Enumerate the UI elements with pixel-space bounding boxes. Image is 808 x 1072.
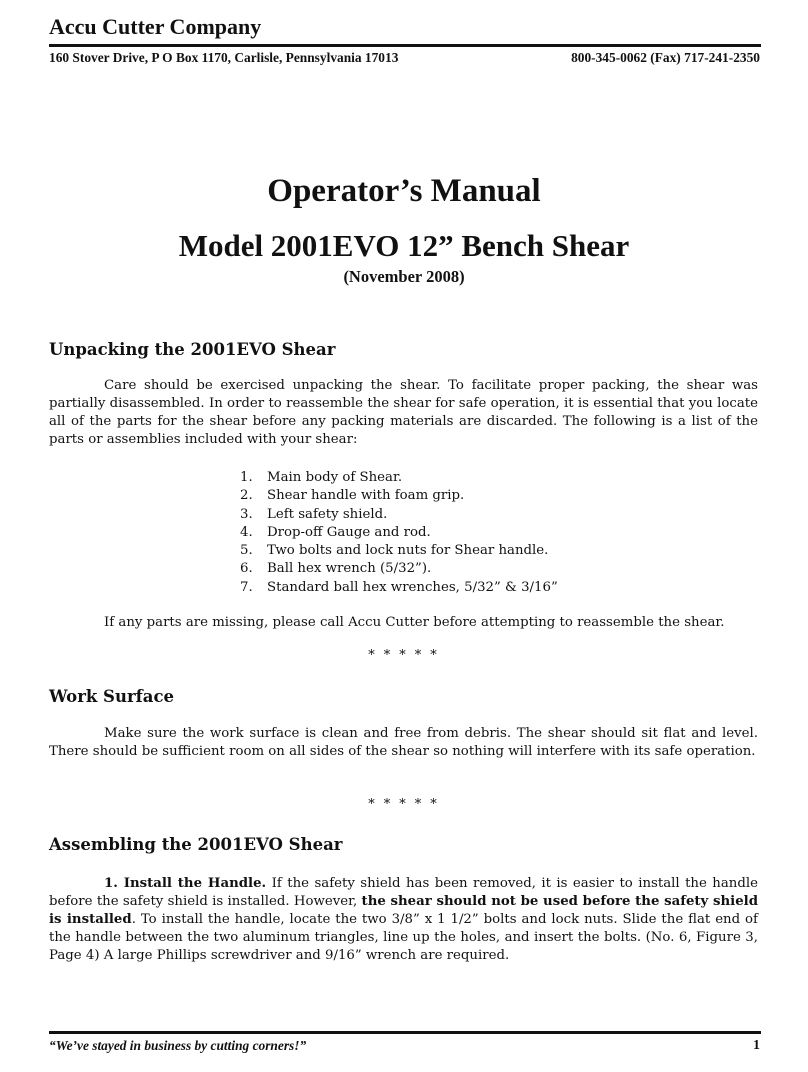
header-rule <box>49 44 761 47</box>
company-name: Accu Cutter Company <box>49 14 262 39</box>
list-item: 4. Drop-off Gauge and rod. <box>240 524 431 540</box>
list-item: 7. Standard ball hex wrenches, 5/32” & 3/16” <box>240 579 558 595</box>
section-heading-unpacking: Unpacking the 2001EVO Shear <box>49 340 336 359</box>
manual-title: Operator’s Manual <box>267 173 541 209</box>
safety-warning: the shear should not be used before the safety shield is installed <box>49 894 759 927</box>
section-heading-assembling: Assembling the 2001EVO Shear <box>49 835 343 854</box>
unpacking-paragraph <box>49 377 758 449</box>
list-item: 2. Shear handle with foam grip. <box>240 488 465 504</box>
list-item: 6. Ball hex wrench (5/32”). <box>240 561 432 577</box>
list-item: 5. Two bolts and lock nuts for Shear handle. <box>240 543 549 559</box>
list-item: 3. Left safety shield. <box>240 506 388 522</box>
parts-list <box>240 469 558 597</box>
model-title: Model 2001EVO 12” Bench Shear <box>178 228 630 263</box>
install-handle-paragraph: 1. Install the Handle. If the safety shield has been removed, it is easier to install the handle before the safety shield is installed. However, the shear should not be used before the safety shield is installed. To install the handle, locate the two 3/8” x 1 1/2” bolts and lock nuts. Slide the flat end of the handle between the two aluminum triangles, line up the holes, and insert the bolts. (No. 6, Figure 3, Page 4) A large Phillips screwdriver and 9/16” wrench are required. <box>49 876 759 963</box>
work-surface-paragraph: Make sure the work surface is clean and free from debris. The shear should sit flat and level. There should be sufficient room on all sides of the shear so nothing will interfere with its safe operation. <box>49 726 758 759</box>
unpacking-paragraph-text: Care should be exercised unpacking the shear. To facilitate proper packing, the shear was partially disassembled. In order to reassemble the shear for safe operation, it is essential that you locate all of the parts for the shear before any packing materials are discarded. The following is a list of the parts or assemblies included with your shear: <box>49 378 758 447</box>
company-address: 160 Stover Drive, P O Box 1170, Carlisle, Pennsylvania 17013 <box>49 50 399 65</box>
section-separator: * * * * * <box>368 797 440 812</box>
page-number: 1 <box>753 1038 760 1053</box>
step-label: 1. Install the Handle. <box>104 876 267 891</box>
list-item: 1. Main body of Shear. <box>240 470 403 485</box>
section-heading-work-surface: Work Surface <box>49 687 174 706</box>
company-phones: 800-345-0062 (Fax) 717-241-2350 <box>571 50 760 65</box>
company-slogan: “We’ve stayed in business by cutting corners!” <box>49 1038 307 1053</box>
manual-date: (November 2008) <box>343 267 465 286</box>
section-separator: * * * * * <box>368 648 440 663</box>
missing-parts-note: If any parts are missing, please call Accu Cutter before attempting to reassemble the shear. <box>104 615 725 630</box>
footer-rule <box>49 1031 761 1034</box>
